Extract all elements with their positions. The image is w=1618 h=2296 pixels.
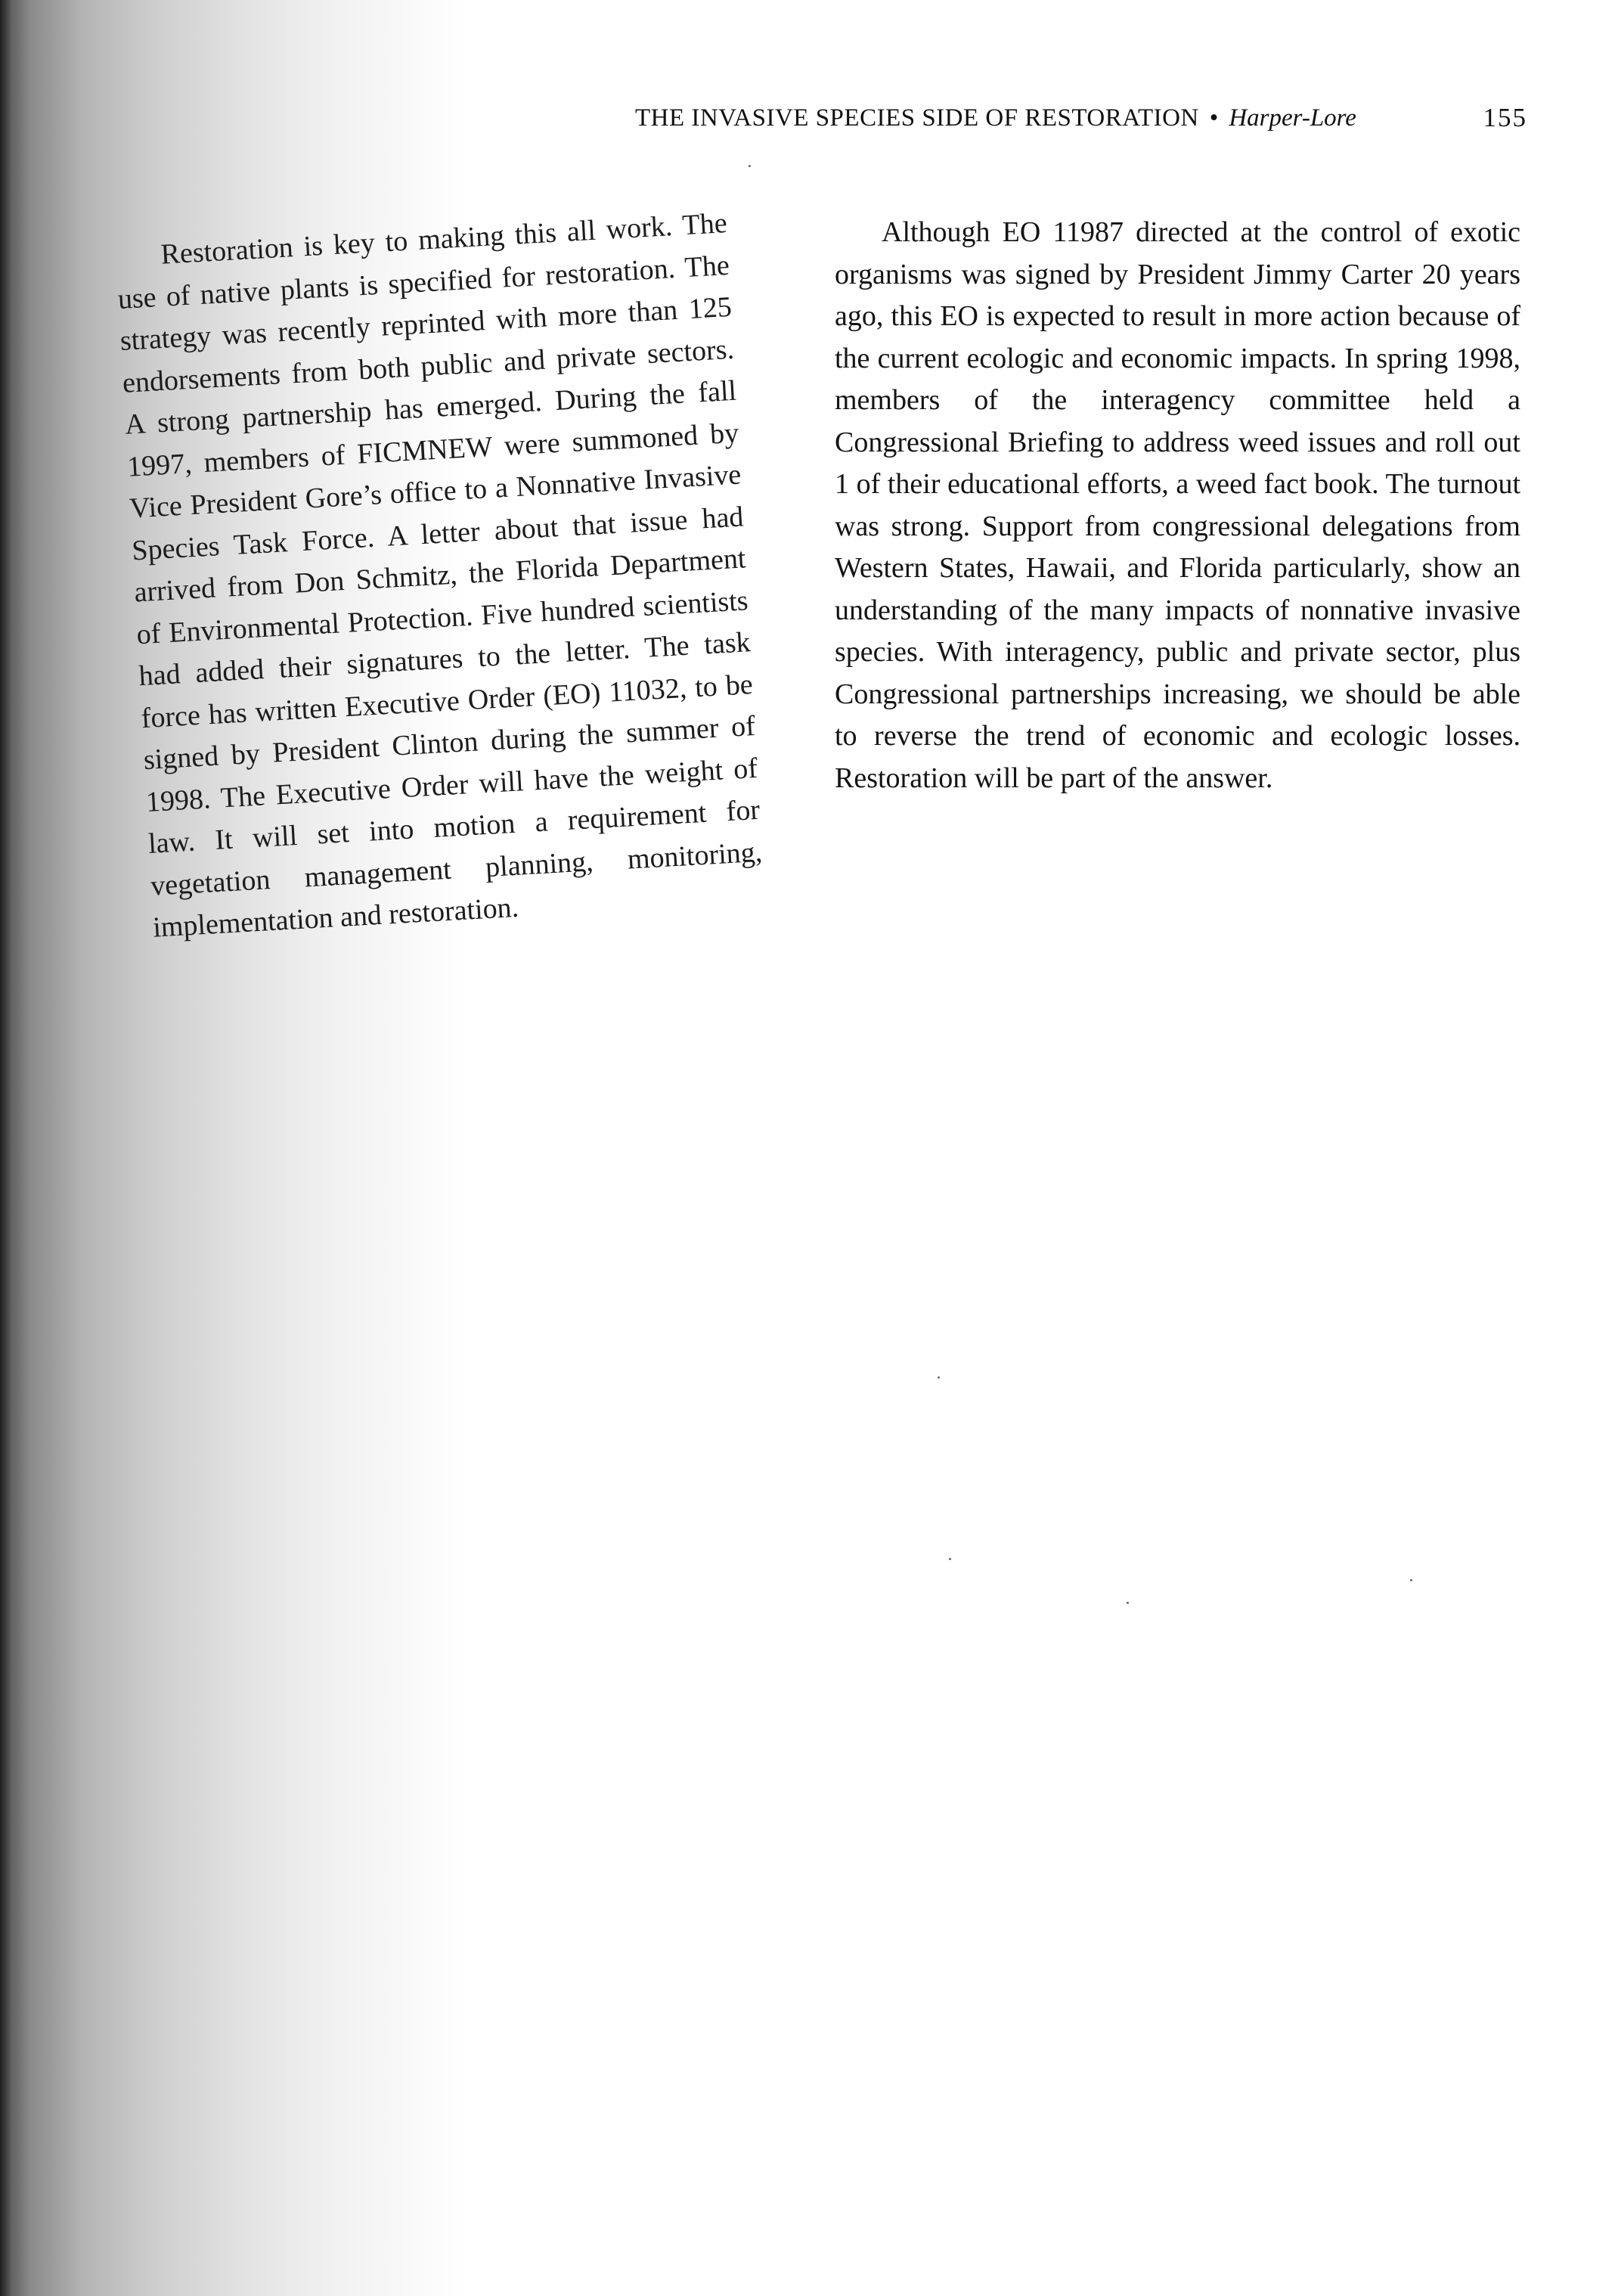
page-number: 155 <box>1483 103 1527 132</box>
binding-edge <box>0 0 11 2296</box>
right-column <box>835 212 1520 799</box>
scan-speck <box>938 1376 940 1379</box>
running-head <box>635 95 1527 141</box>
right-paragraph: Although EO 11987 directed at the control of exotic organisms was signed by President Jimmy Carter 20 years ago, this EO is expected to result in more action because of the current ecologic and economic impacts. In spring 1998, members of the interagency committee held a Congressional Briefing to address weed issues and roll out 1 of their educational efforts, a weed fact book. The turnout was strong. Support from congressional delegations from Western States, Hawaii, and Florida particularly, show an understanding of the many impacts of nonnative invasive species. With interagency, public and private sector, plus Congressional partnerships increasing, we should be able to reverse the trend of economic and ecologic losses. Restoration will be part of the answer. <box>835 216 1520 794</box>
scan-speck <box>1410 1579 1412 1581</box>
scan-speck <box>1127 1602 1129 1604</box>
scan-speck <box>749 165 751 167</box>
left-column <box>114 203 765 949</box>
running-head-title: THE INVASIVE SPECIES SIDE OF RESTORATION <box>635 104 1199 132</box>
running-head-author: Harper-Lore <box>1229 104 1356 132</box>
running-head-separator: • <box>1209 104 1219 132</box>
left-paragraph: Restoration is key to making this all work. The use of native plants is specified for restoration. The strategy was recently reprinted with more than 125 endorsements from both public and private sectors. A strong partnership has emerged. During the fall 1997, members of FICMNEW were summoned by Vice President Gore’s office to a Nonnative Invasive Species Task Force. A letter about that issue had arrived from Don Schmitz, the Florida Department of Environmental Protection. Five hundred scientists had added their signatures to the letter. The task force has written Executive Order (EO) 11032, to be signed by President Clinton during the summer of 1998. The Executive Order will have the weight of law. It will set into motion a requirement for vegetation management planning, monitoring, implementation and restoration. <box>116 206 764 944</box>
scan-speck <box>949 1558 951 1560</box>
